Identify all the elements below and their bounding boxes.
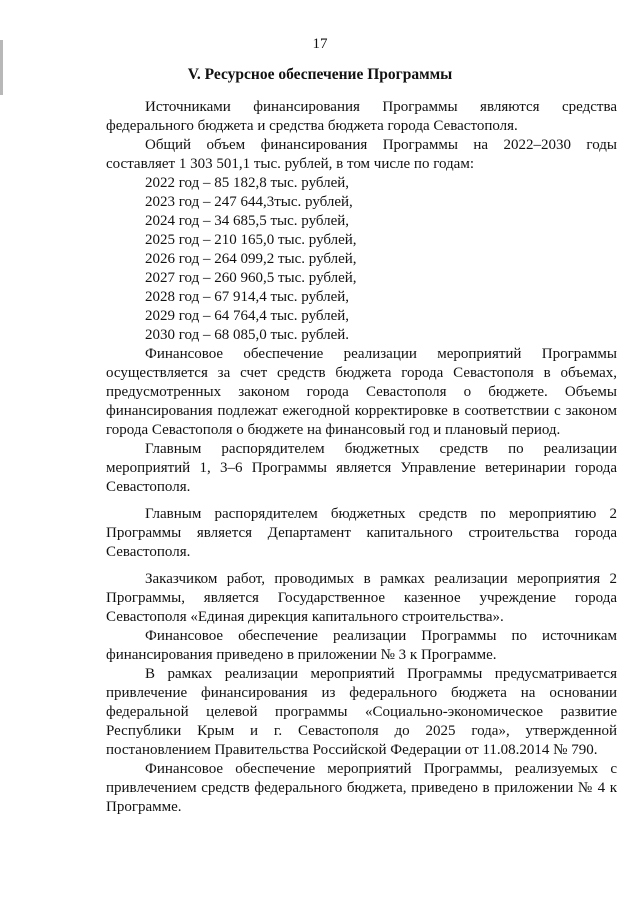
- chief-manager-paragraph: Главным распорядителем бюджетных средств по реализации мероприятий 1, 3–6 Программы является Управление ветеринарии города Севастополя.: [106, 441, 617, 495]
- section-title: V. Ресурсное обеспечение Программы: [187, 66, 453, 83]
- document-body: [106, 98, 617, 817]
- federal-funding-paragraph: В рамках реализации мероприятий Программы предусматривается привлечение финансирования из федерального бюджета на основании федеральной целевой программы «Социально-экономическое развитие Республики Крым и г. Севастополя до 2025 года», утвержденной постановлением Правительства Российской Федерации от 11.08.2014 № 790.: [106, 666, 617, 758]
- year-funding-item: 2026 год – 264 099,2 тыс. рублей,: [145, 251, 357, 267]
- year-funding-item: 2027 год – 260 960,5 тыс. рублей,: [145, 270, 357, 286]
- total-funding-paragraph: Общий объем финансирования Программы на 2022–2030 годы составляет 1 303 501,1 тыс. рублей, в том числе по годам:: [106, 137, 617, 172]
- funding-by-year-list: [106, 174, 617, 345]
- year-funding-item: 2028 год – 67 914,4 тыс. рублей,: [145, 289, 350, 305]
- funding-basis-paragraph: Финансовое обеспечение реализации мероприятий Программы осуществляется за счет средств бюджета города Севастополя в объемах, предусмотренных законом города Севастополя о бюджете. Объемы финансирования подлежат ежегодной корректировке в соответствии с законом города Севастополя о бюджете на финансовый год и плановый период.: [106, 346, 617, 438]
- year-funding-item: 2022 год – 85 182,8 тыс. рублей,: [145, 175, 350, 191]
- appendix3-paragraph: Финансовое обеспечение реализации Программы по источникам финансирования приведено в приложении № 3 к Программе.: [106, 628, 617, 663]
- chief-manager-measure2-paragraph: Главным распорядителем бюджетных средств по мероприятию 2 Программы является Департамент капитального строительства города Севастополя.: [106, 506, 617, 560]
- year-funding-item: 2023 год – 247 644,3тыс. рублей,: [145, 194, 353, 210]
- intro-paragraph: Источниками финансирования Программы являются средства федерального бюджета и средства бюджета города Севастополя.: [106, 99, 617, 134]
- year-funding-item: 2024 год – 34 685,5 тыс. рублей,: [145, 213, 350, 229]
- year-funding-item: 2029 год – 64 764,4 тыс. рублей,: [145, 308, 350, 324]
- page-number: 17: [312, 36, 328, 52]
- appendix4-paragraph: Финансовое обеспечение мероприятий Программы, реализуемых с привлечением средств федерального бюджета, приведено в приложении № 4 к Программе.: [106, 761, 617, 815]
- year-funding-item: 2025 год – 210 165,0 тыс. рублей,: [145, 232, 357, 248]
- year-funding-item: 2030 год – 68 085,0 тыс. рублей.: [145, 327, 350, 343]
- customer-paragraph: Заказчиком работ, проводимых в рамках реализации мероприятия 2 Программы, является Государственное казенное учреждение города Севастополя «Единая дирекция капитального строительства».: [106, 571, 617, 625]
